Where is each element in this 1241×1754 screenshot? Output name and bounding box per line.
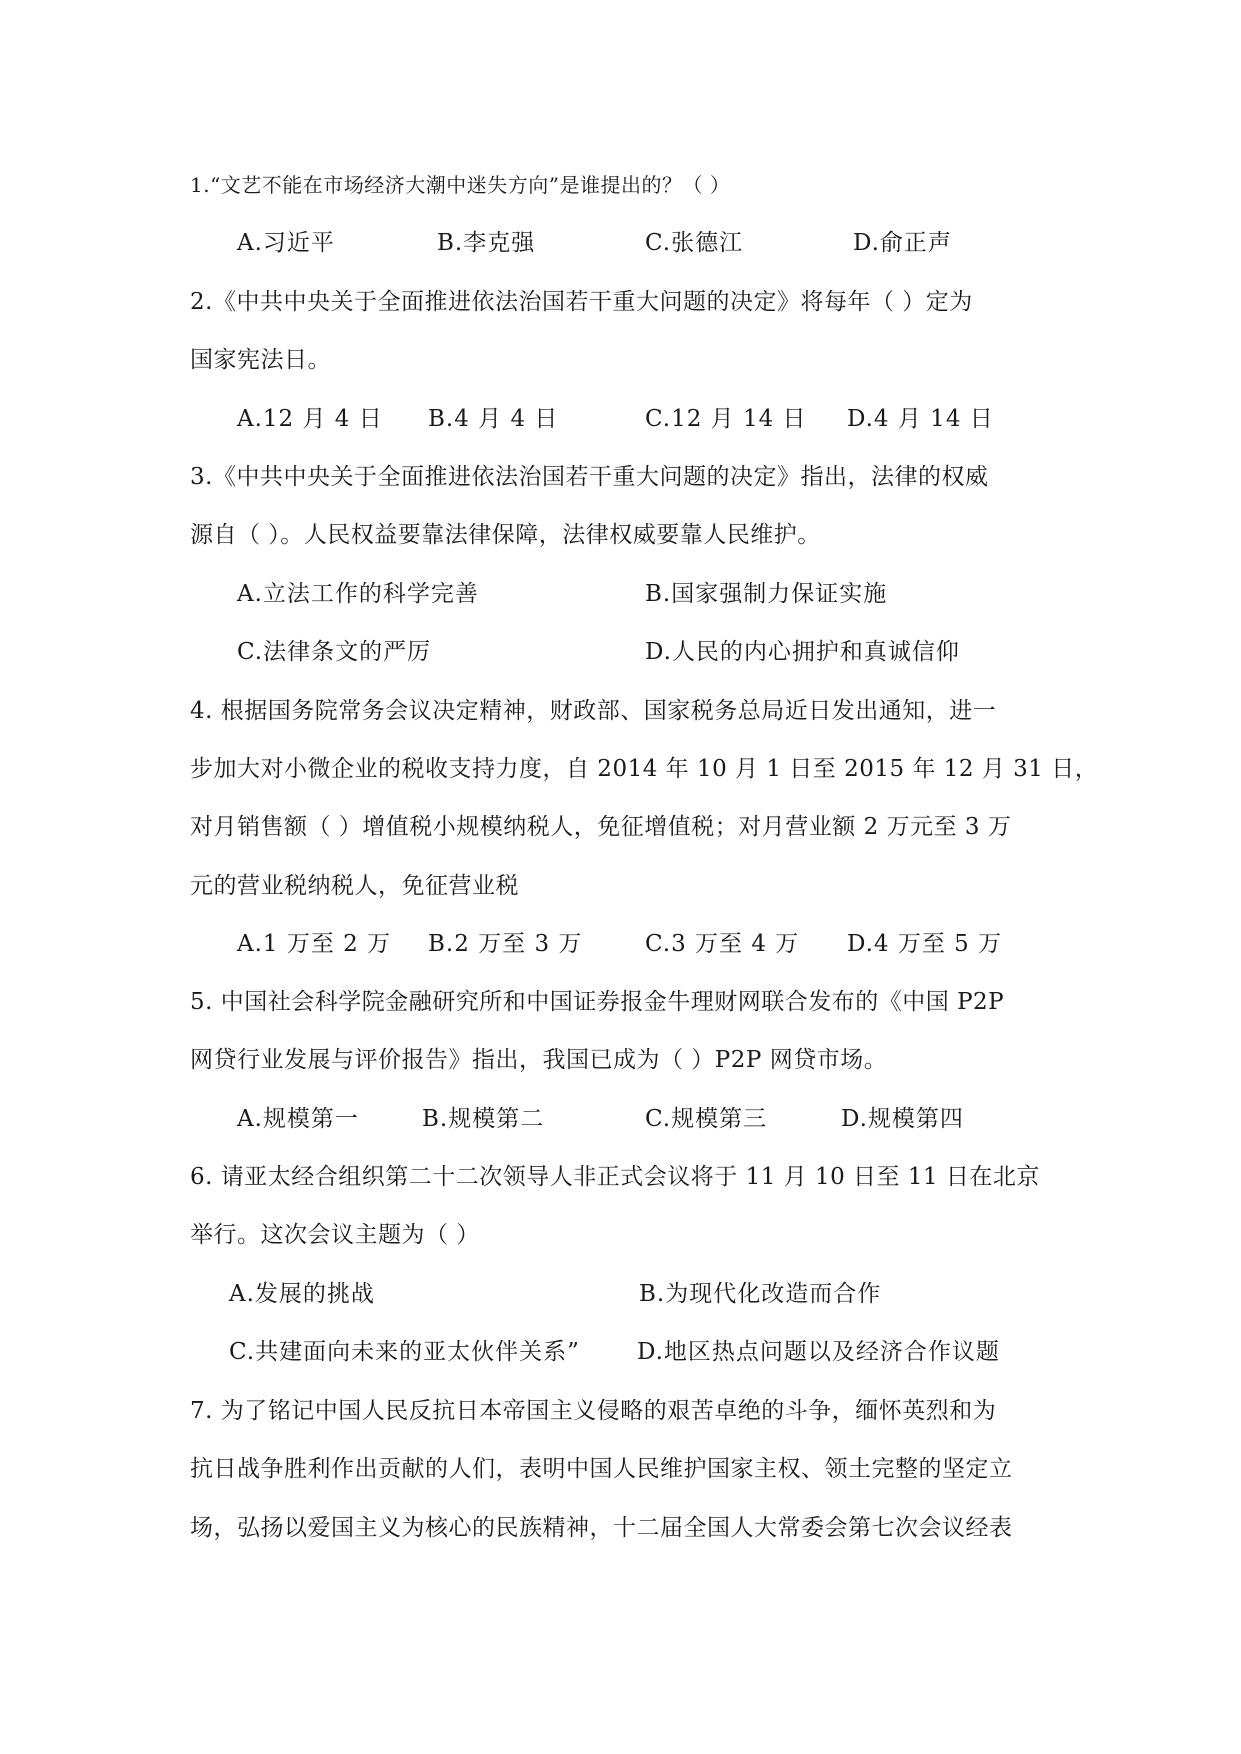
- question-2-option-a: A.12 月 4 日: [237, 406, 383, 432]
- question-4-line-1: 4. 根据国务院常务会议决定精神，财政部、国家税务总局近日发出通知，进一: [190, 698, 997, 724]
- question-4-option-d: D.4 万至 5 万: [847, 931, 1003, 957]
- question-5-option-a: A.规模第一: [237, 1106, 359, 1132]
- question-6-option-b: B.为现代化改造而合作: [639, 1281, 882, 1307]
- question-6-line-2: 举行。这次会议主题为（ ）: [190, 1222, 480, 1248]
- question-3-option-c: C.法律条文的严厉: [237, 639, 432, 665]
- question-1-option-d: D.俞正声: [853, 230, 952, 256]
- question-4-line-4: 元的营业税纳税人，免征营业税: [190, 873, 519, 899]
- question-2-option-d: D.4 月 14 日: [847, 406, 994, 432]
- question-4-option-b: B.2 万至 3 万: [428, 931, 583, 957]
- question-3-option-d: D.人民的内心拥护和真诚信仰: [645, 639, 960, 665]
- question-4-option-c: C.3 万至 4 万: [645, 931, 800, 957]
- question-5-option-d: D.规模第四: [841, 1106, 964, 1132]
- question-3-line-1: 3.《中共中央关于全面推进依法治国若干重大问题的决定》指出，法律的权威: [190, 464, 989, 490]
- question-5-option-c: C.规模第三: [645, 1106, 768, 1132]
- question-3-option-b: B.国家强制力保证实施: [645, 581, 888, 607]
- question-2-line-1: 2.《中共中央关于全面推进依法治国若干重大问题的决定》将每年（ ）定为: [190, 289, 973, 315]
- question-7-line-3: 场，弘扬以爱国主义为核心的民族精神，十二届全国人大常委会第七次会议经表: [190, 1515, 1013, 1541]
- question-4-line-2: 步加大对小微企业的税收支持力度，自 2014 年 10 月 1 日至 2015 年 12 月 31 日，: [190, 756, 1099, 782]
- question-4-line-3: 对月销售额（ ）增值税小规模纳税人，免征增值税；对月营业额 2 万元至 3 万: [190, 814, 1012, 840]
- question-7-line-2: 抗日战争胜利作出贡献的人们，表明中国人民维护国家主权、领土完整的坚定立: [190, 1456, 1013, 1482]
- question-2-option-c: C.12 月 14 日: [645, 406, 807, 432]
- question-5-line-2: 网贷行业发展与评价报告》指出，我国已成为（ ）P2P 网贷市场。: [190, 1047, 888, 1073]
- question-5-line-1: 5. 中国社会科学院金融研究所和中国证券报金牛理财网联合发布的《中国 P2P: [190, 989, 1005, 1015]
- question-6-option-d: D.地区热点问题以及经济合作议题: [637, 1339, 1000, 1365]
- question-7-line-1: 7. 为了铭记中国人民反抗日本帝国主义侵略的艰苦卓绝的斗争，缅怀英烈和为: [190, 1398, 997, 1424]
- question-6-line-1: 6. 请亚太经合组织第二十二次领导人非正式会议将于 11 月 10 日至 11 日在北京: [190, 1164, 1040, 1190]
- question-1-line-1: 1.“文艺不能在市场经济大潮中迷失方向”是谁提出的？（ ）: [190, 173, 731, 197]
- question-4-option-a: A.1 万至 2 万: [237, 931, 392, 957]
- question-6-option-a: A.发展的挑战: [229, 1281, 375, 1307]
- question-3-option-a: A.立法工作的科学完善: [237, 581, 479, 607]
- question-5-option-b: B.规模第二: [422, 1106, 545, 1132]
- question-2-line-2: 国家宪法日。: [190, 347, 331, 373]
- question-6-option-c: C.共建面向未来的亚太伙伴关系”: [229, 1339, 580, 1365]
- question-1-option-c: C.张德江: [645, 230, 744, 256]
- question-1-option-a: A.习近平: [237, 230, 335, 256]
- question-3-line-2: 源自（ ）。人民权益要靠法律保障，法律权威要靠人民维护。: [190, 522, 821, 548]
- question-2-option-b: B.4 月 4 日: [428, 406, 559, 432]
- question-1-option-b: B.李克强: [437, 230, 536, 256]
